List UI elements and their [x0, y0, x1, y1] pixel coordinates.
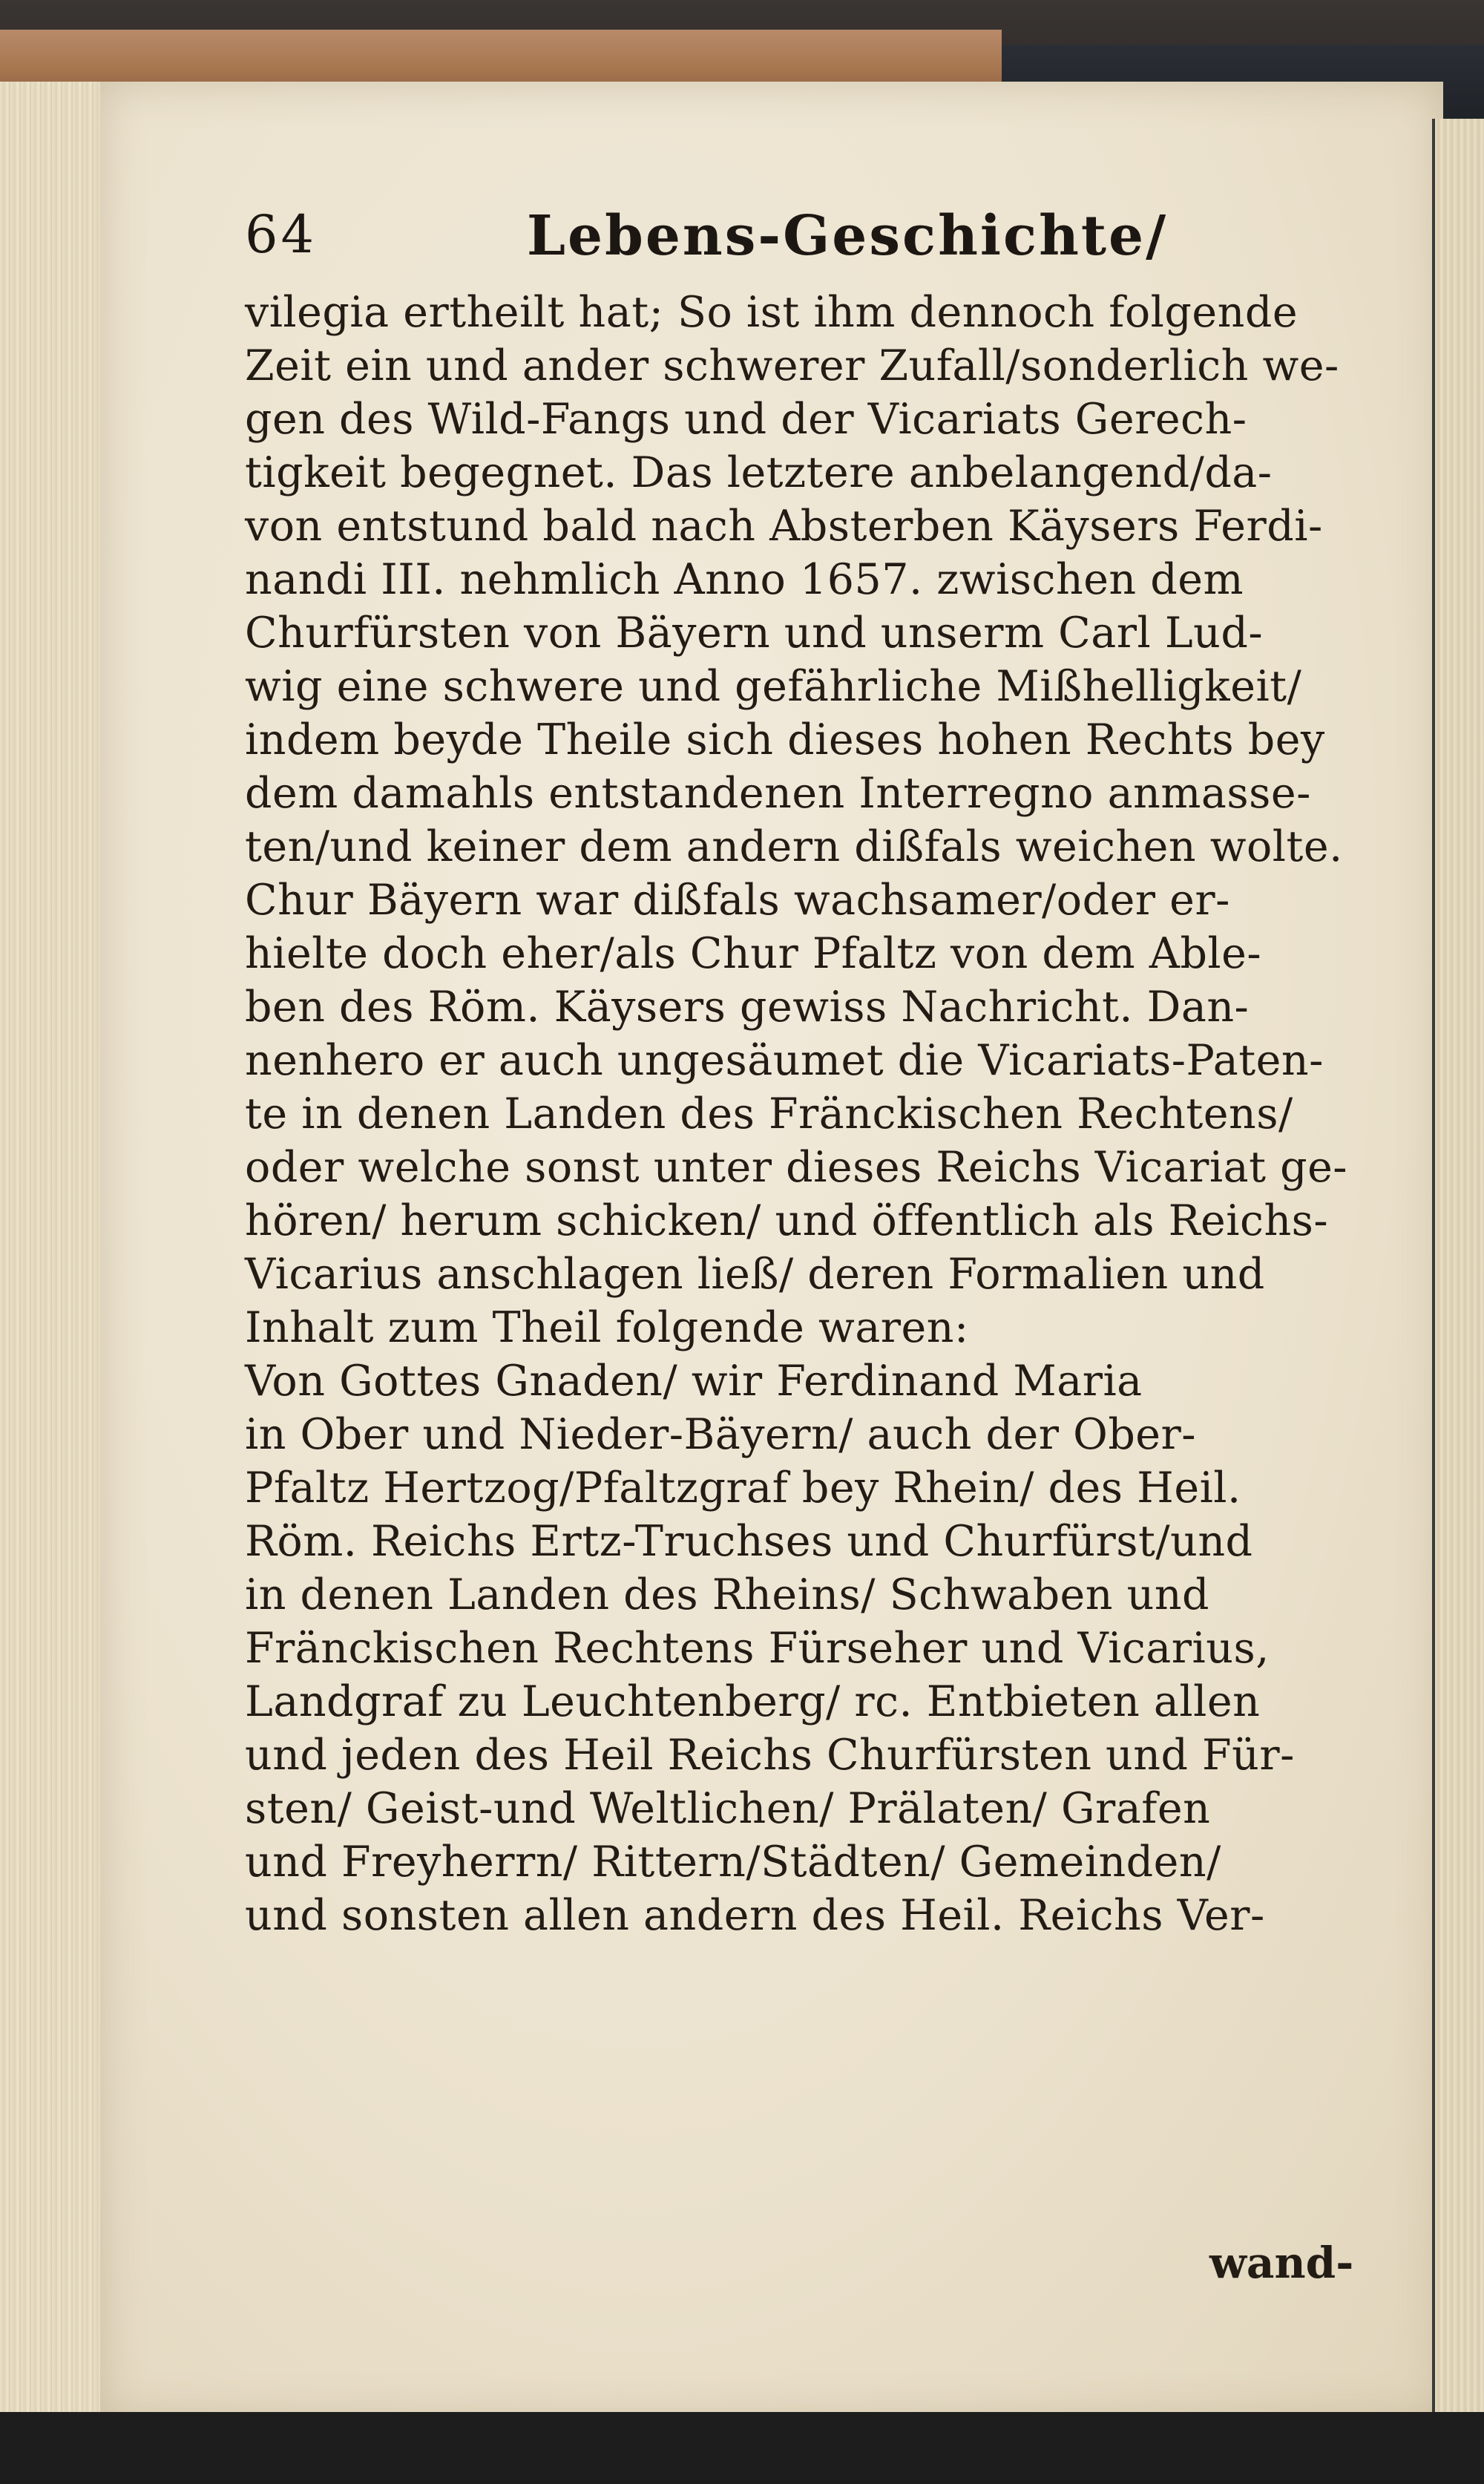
text-line: Vicarius anschlagen ließ/ deren Formalien und: [245, 1250, 1265, 1299]
text-line: te in denen Landen des Fränckischen Rechtens/: [245, 1089, 1293, 1138]
page-stack-right: [1432, 119, 1484, 2479]
text-line: Inhalt zum Theil folgende waren:: [245, 1303, 969, 1352]
text-line: hielte doch eher/als Chur Pfaltz von dem Able-: [245, 929, 1262, 978]
text-line: in Ober und Nieder-Bäyern/ auch der Ober-: [245, 1410, 1197, 1459]
text-line: in denen Landen des Rheins/ Schwaben und: [245, 1570, 1210, 1619]
text-line: ben des Röm. Käysers gewiss Nachricht. Dan-: [245, 983, 1250, 1032]
text-line: nenhero er auch ungesäumet die Vicariats-Paten-: [245, 1036, 1324, 1085]
text-line: sten/ Geist-und Weltlichen/ Prälaten/ Grafen: [245, 1784, 1211, 1833]
text-line: Fränckischen Rechtens Fürseher und Vicarius,: [245, 1624, 1270, 1673]
catchword: wand-: [1209, 2238, 1354, 2288]
text-line: dem damahls entstandenen Interregno anmasse-: [245, 769, 1311, 818]
page-header: [245, 197, 1358, 286]
text-line: Röm. Reichs Ertz-Truchses und Churfürst/und: [245, 1517, 1253, 1566]
text-line: tigkeit begegnet. Das letztere anbelangend/da-: [245, 448, 1273, 497]
text-line: gen des Wild-Fangs und der Vicariats Gerech-: [245, 395, 1247, 444]
text-line: und jeden des Heil Reichs Churfürsten und Für-: [245, 1731, 1295, 1780]
text-line: Landgraf zu Leuchtenberg/ rc. Entbieten allen: [245, 1677, 1261, 1726]
page-number: 64: [245, 204, 318, 265]
text-line: und sonsten allen andern des Heil. Reichs Ver-: [245, 1891, 1265, 1940]
text-line: Pfaltz Hertzog/Pfaltzgraf bey Rhein/ des Heil.: [245, 1464, 1241, 1513]
text-line: von entstund bald nach Absterben Käysers Ferdi-: [245, 502, 1323, 551]
text-line: hören/ herum schicken/ und öffentlich als Reichs-: [245, 1196, 1329, 1245]
text-line: Chur Bäyern war dißfals wachsamer/oder er-: [245, 876, 1230, 925]
text-line: Zeit ein und ander schwerer Zufall/sonderlich we-: [245, 341, 1339, 390]
bottom-shadow: [0, 2412, 1484, 2484]
text-line: indem beyde Theile sich dieses hohen Rechts bey: [245, 715, 1325, 764]
text-line: nandi III. nehmlich Anno 1657. zwischen dem: [245, 555, 1244, 604]
body-text: [245, 286, 1365, 1942]
text-line: Von Gottes Gnaden/ wir Ferdinand Maria: [245, 1357, 1143, 1406]
running-title: Lebens-Geschichte/: [527, 204, 1169, 268]
text-line: ten/und keiner dem andern dißfals weichen wolte.: [245, 822, 1343, 871]
text-line: wig eine schwere und gefährliche Mißhelligkeit/: [245, 662, 1302, 711]
page-stack-left: [0, 82, 106, 2412]
text-line: vilegia ertheilt hat; So ist ihm dennoch folgende: [245, 288, 1298, 337]
text-line: Churfürsten von Bäyern und unserm Carl Lud-: [245, 609, 1264, 658]
text-line: und Freyherrn/ Rittern/Städten/ Gemeinden/: [245, 1838, 1221, 1887]
text-line: oder welche sonst unter dieses Reichs Vicariat ge-: [245, 1143, 1348, 1192]
